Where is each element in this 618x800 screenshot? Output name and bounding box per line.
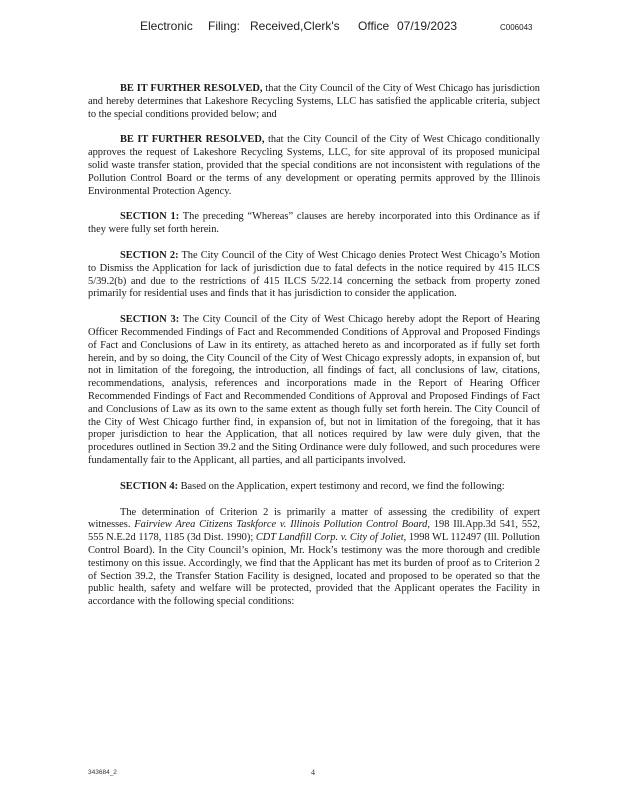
paragraph-text: The City Council of the City of West Chicago denies Protect West Chicago’s Motion to Dismiss the Application for lack of jurisdiction due to fatal defects in the notice required by 415 ILCS 5/39.2(b) and due to the restrictions of 415 ILCS 5/22.14 concerning the setback from property zoned primarily for residential uses and finds that it has jurisdiction to consider the application. <box>88 249 540 300</box>
paragraph-section-4 <box>88 481 540 494</box>
paragraph-resolved-approval <box>88 134 540 198</box>
case-citation: CDT Landfill Corp. v. City of Joliet <box>255 532 404 544</box>
header-electronic: Electronic <box>140 19 193 33</box>
paragraph-text: The preceding “Whereas” clauses are hereby incorporated into this Ordinance as if they were fully set forth herein. <box>88 211 540 236</box>
paragraph-lead: SECTION 4: <box>120 480 179 492</box>
paragraph-text: , 1998 WL 112497 (Ill. Pollution Control Board). In the City Council’s opinion, Mr. Hock’s testimony was the more thorough and credible testimony on this issue. Accordingly, we find that the Applicant has met its burden of proof as to Criterion 2 of Section 39.2, the Transfer Station Facility is designed, located and proposed to be operated so that the public health, safety and welfare will be protected, provided that the Applicant operates the Facility in accordance with the following special conditions: <box>88 532 540 608</box>
filing-stamp-header <box>0 19 618 39</box>
paragraph-lead: BE IT FURTHER RESOLVED, <box>120 134 265 146</box>
header-date: 07/19/2023 <box>397 19 458 33</box>
paragraph-lead: BE IT FURTHER RESOLVED, <box>120 83 263 94</box>
paragraph-lead: SECTION 3: <box>120 314 180 326</box>
paragraph-resolved-jurisdiction <box>88 83 540 121</box>
paragraph-section-2 <box>88 250 540 301</box>
page-number: 4 <box>311 768 315 777</box>
paragraph-text: that the City Council of the City of West Chicago has jurisdiction and hereby determines that Lakeshore Recycling Systems, LLC has satisfied the applicable criteria, subject to the special conditions provided below; and <box>88 83 541 120</box>
header-doc-code: C006043 <box>500 23 533 32</box>
paragraph-text: Based on the Application, expert testimony and record, we find the following: <box>178 480 505 492</box>
footer-doc-id: 343684_2 <box>88 769 117 776</box>
paragraph-criterion-2 <box>88 507 540 609</box>
paragraph-text: , 198 Ill.App.3d 541, 552, 555 N.E.2d 1178, 1185 (3d Dist. 1990); <box>88 519 541 544</box>
case-citation: Fairview Area Citizens Taskforce v. Illinois Pollution Control Board <box>134 519 428 531</box>
paragraph-section-3 <box>88 314 540 468</box>
header-office: Office <box>358 19 390 33</box>
paragraph-lead: SECTION 1: <box>120 211 180 223</box>
paragraph-text: The determination of Criterion 2 is primarily a matter of assessing the credibility of expert witnesses. <box>88 506 540 531</box>
header-filing: Filing: <box>208 19 241 33</box>
document-body <box>88 83 540 622</box>
header-received: Received,Clerk's <box>250 19 340 33</box>
paragraph-section-1 <box>88 211 540 237</box>
paragraph-lead: SECTION 2: <box>120 249 179 261</box>
paragraph-text: that the City Council of the City of West Chicago conditionally approves the request of Lakeshore Recycling Systems, LLC, for site approval of its proposed municipal solid waste transfer station, provided that the special conditions are not inconsistent with regulations of the Pollution Control Board or the terms of any development or operating permits approved by the Illinois Environmental Protection Agency. <box>88 134 540 197</box>
paragraph-text: The City Council of the City of West Chicago hereby adopt the Report of Hearing Officer Recommended Findings of Fact and Recommended Conditions of Approval and Proposed Findings of Fact and Conclusions of Law in its entirety, as attached hereto as and incorporated as if fully set forth herein, and by so doing, the City Council of the City of West Chicago expressly adopts, in expansion of, but not in limitation of the foregoing, the introduction, all findings of fact, all conclusions of law, citations, recommendations, analysis, references and incorporations made in the Report of Hearing Officer Recommended Findings of Fact and Recommended Conditions of Approval and Proposed Findings of Fact and Conclusions of Law as its own to the same extent as though fully set forth herein. The City Council of the City of West Chicago further find, in expansion of, but not in limitation of the foregoing, that it has proper jurisdiction to hear the Application, that all notices required by law were duly given, that the procedures outlined in Section 39.2 and the Siting Ordinance were duly followed, and such procedures were fundamentally fair to the Applicant, all parties, and all participants involved. <box>88 314 540 466</box>
